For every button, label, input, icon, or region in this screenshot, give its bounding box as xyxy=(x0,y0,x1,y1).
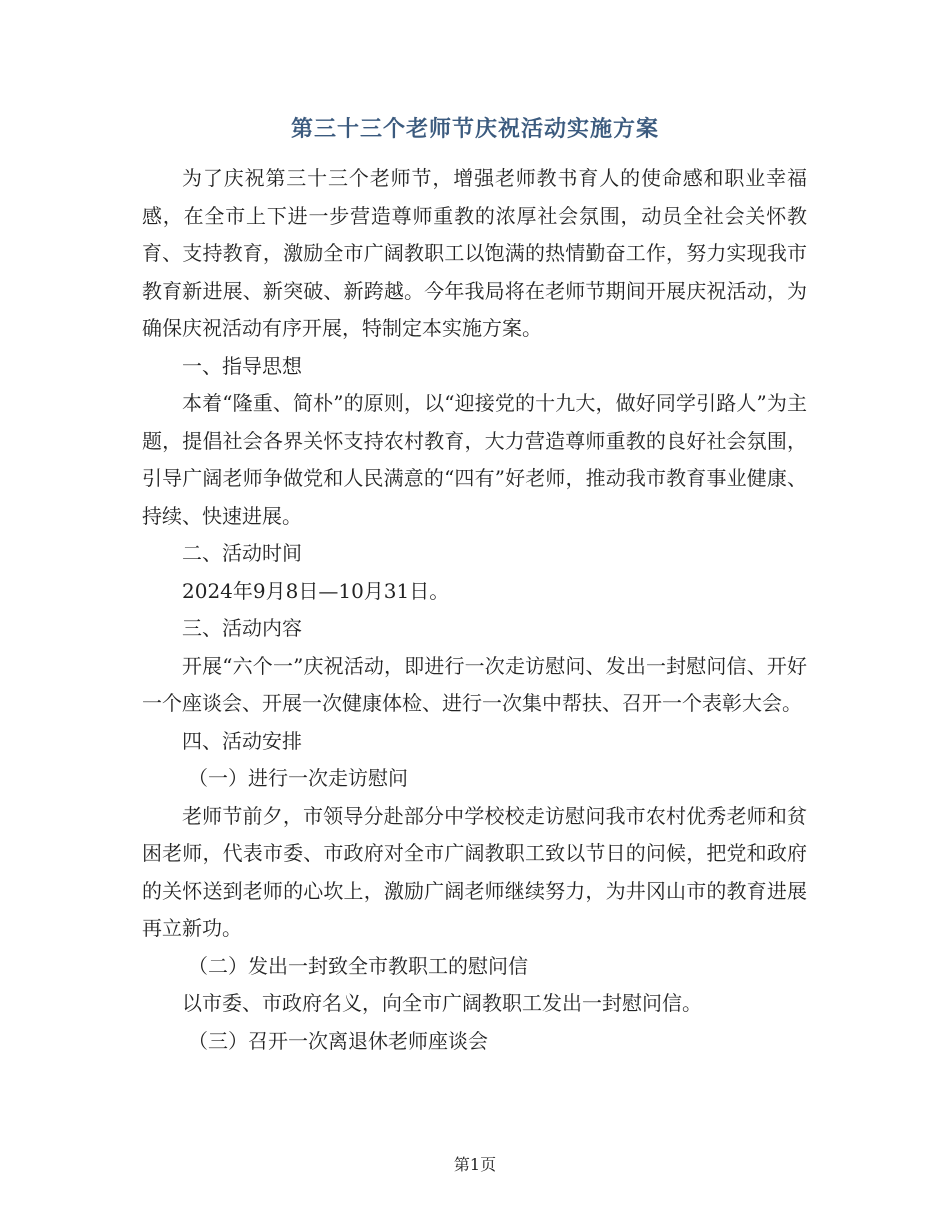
subheading-retired-forum: （三）召开一次离退休老师座谈会 xyxy=(188,1028,488,1053)
guiding-thought-paragraph: 本着“隆重、简朴”的原则，以“迎接党的十九大，做好同学引路人”为主题，提倡社会各界关怀支持农村教育，大力营造尊师重教的良好社会氛围，引导广阔老师争做党和人民满意的“四有”好老师，推动我市教育事业健康、持续、快速进展。 xyxy=(142,391,807,528)
section-heading-activity-content: 三、活动内容 xyxy=(182,616,302,640)
activity-time-paragraph: 2024年9月8日—10月31日。 xyxy=(182,578,450,603)
document-title: 第三十三个老师节庆祝活动实施方案 xyxy=(290,116,659,142)
intro-paragraph: 为了庆祝第三十三个老师节，增强老师教书育人的使命感和职业幸福感，在全市上下进一步营造尊师重教的浓厚社会氛围，动员全社会关怀教育、支持教育，激励全市广阔教职工以饱满的热情勤奋工作，努力实现我市教育新进展、新突破、新跨越。今年我局将在老师节期间开展庆祝活动，为确保庆祝活动有序开展，特制定本实施方案。 xyxy=(142,166,807,340)
activity-content-paragraph: 开展“六个一”庆祝活动，即进行一次走访慰问、发出一封慰问信、开好一个座谈会、开展一次健康体检、进行一次集中帮扶、召开一个表彰大会。 xyxy=(142,653,807,715)
document-body xyxy=(142,160,807,1060)
subheading-visit: （一）进行一次走访慰问 xyxy=(188,766,408,790)
visit-paragraph: 老师节前夕，市领导分赴部分中学校校走访慰问我市农村优秀老师和贫困老师，代表市委、市政府对全市广阔教职工致以节日的问候，把党和政府的关怀送到老师的心坎上，激励广阔老师继续努力，为井冈山市的教育进展再立新功。 xyxy=(142,803,807,940)
page-number: 第1页 xyxy=(453,1155,497,1174)
subheading-letter: （二）发出一封致全市教职工的慰问信 xyxy=(188,953,528,978)
section-heading-activity-time: 二、活动时间 xyxy=(182,541,302,565)
letter-paragraph: 以市委、市政府名义，向全市广阔教职工发出一封慰问信。 xyxy=(182,991,702,1015)
section-heading-activity-arrangement: 四、活动安排 xyxy=(182,728,302,753)
section-heading-guiding-thought: 一、指导思想 xyxy=(182,353,302,378)
